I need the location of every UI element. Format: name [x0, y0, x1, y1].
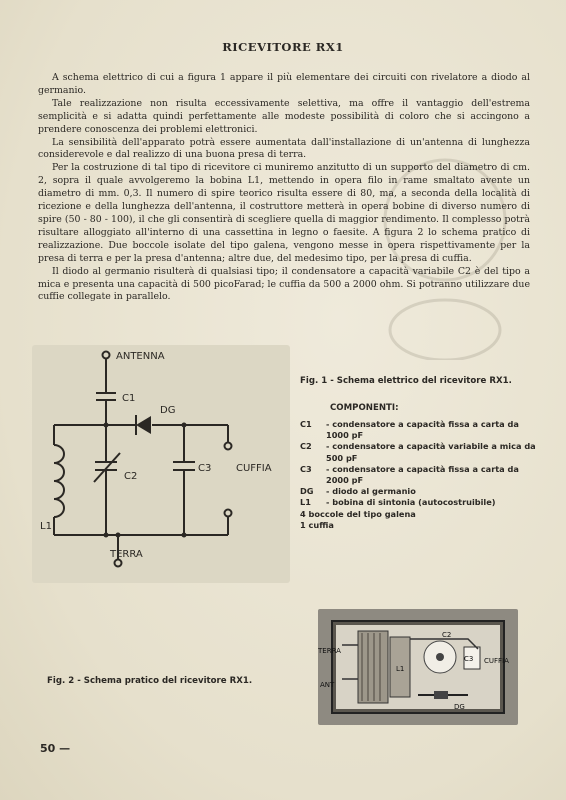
photo-label-c3: C3: [464, 655, 474, 663]
paragraph: A schema elettrico di cui a figura 1 appare il più elementare dei circuiti con rivelatore a diodo al germanio.: [38, 72, 530, 96]
list-item: C2 - condensatore a capacità variabile a mica da 500 pF: [300, 441, 536, 463]
figure-2-caption: Fig. 2 - Schema pratico del ricevitore RX1.: [47, 676, 253, 686]
label-c2: C2: [124, 471, 138, 482]
paragraph: La sensibilità dell'apparato potrà essere aumentata dall'installazione di un'antenna di lunghezza considerevole e dal realizzo di una buona presa di terra.: [38, 136, 530, 161]
label-antenna: ANTENNA: [116, 351, 165, 362]
components-title: COMPONENTI:: [330, 403, 399, 413]
terra-terminal: [115, 560, 122, 567]
list-item: 1 cuffia: [300, 519, 334, 530]
photo-label-dg: DG: [454, 703, 465, 711]
label-c1: C1: [122, 393, 136, 404]
label-dg: DG: [160, 405, 176, 416]
diode-symbol: [136, 416, 151, 434]
list-item: DG - diodo al germanio: [300, 486, 416, 497]
cuffia-terminal-bottom: [225, 510, 232, 517]
paragraph: Il diodo al germanio risulterà di qualsiasi tipo; il condensatore a capacità variabile C2 è del tipo a mica e presenta una capacità di 500 picoFarad; le cuffia da 500 a 2000 ohm. Si potranno utilizzare due cuffie collegate in parallelo.: [38, 265, 530, 303]
article-title: RICEVITORE RX1: [222, 40, 344, 54]
list-item: C3 - condensatore a capacità fissa a carta da 2000 pF: [300, 463, 519, 486]
photo-label-cuffia: CUFFIA: [484, 657, 509, 665]
article-body: [38, 72, 530, 304]
photo-label-c2: C2: [442, 631, 452, 639]
cuffia-terminal-top: [225, 443, 232, 450]
figure-1-schematic: [32, 345, 290, 583]
label-cuffia: CUFFIA: [236, 463, 272, 474]
photo-svg: [318, 609, 518, 725]
schematic-svg: [32, 345, 290, 583]
figure-2-photo: [318, 609, 518, 725]
list-item: 4 boccole del tipo galena: [300, 508, 416, 519]
photo-label-terra: TERRA: [318, 647, 341, 655]
figure-1-caption: Fig. 1 - Schema elettrico del ricevitore RX1.: [300, 376, 512, 386]
coil-l1: [54, 445, 64, 517]
label-terra: TERRA: [110, 549, 143, 560]
label-c3: C3: [198, 463, 212, 474]
paragraph: Per la costruzione di tal tipo di ricevitore ci muniremo anzitutto di un supporto del diametro di cm. 2, sopra il quale avvolgeremo la bobina L1, mettendo in opera filo in rame smaltato avente un diametro di mm. 0,3. Il numero di spire teorico risulta essere di 80, ma, a seconda della località di ricezione e della lunghezza dell'antenna, il costruttore metterà in opera bobine di diverso numero di spire (50 - 80 - 100), il che gli consentirà di scegliere quella di maggior rendimento. Il complesso potrà risultare alloggiato all'interno di una cassettina in legno o faesite. A figura 2 lo schema pratico di realizzazione. Due boccole isolate del tipo galena, vengono messe in opera rispettivamente per la presa di terra e per la presa d'antenna; altre due, del medesimo tipo, per la presa di cuffia.: [38, 162, 530, 264]
antenna-terminal: [103, 352, 110, 359]
list-item: L1 - bobina di sintonia (autocostruibile): [300, 497, 496, 508]
label-l1: L1: [40, 521, 52, 532]
paragraph: Tale realizzazione non risulta eccessivamente selettiva, ma offre il vantaggio dell'estrema semplicità e si adatta quindi perfettamente alle modeste possibilità di coloro che si accingono a prendere conoscenza dei problemi elettronici.: [38, 97, 530, 135]
components-list: [300, 419, 536, 531]
page-number: 50 —: [40, 742, 71, 755]
photo-label-ant: ANT: [320, 681, 335, 689]
list-item: C1 - condensatore a capacità fissa a carta da 1000 pF: [300, 419, 519, 441]
photo-label-l1: L1: [396, 665, 405, 673]
